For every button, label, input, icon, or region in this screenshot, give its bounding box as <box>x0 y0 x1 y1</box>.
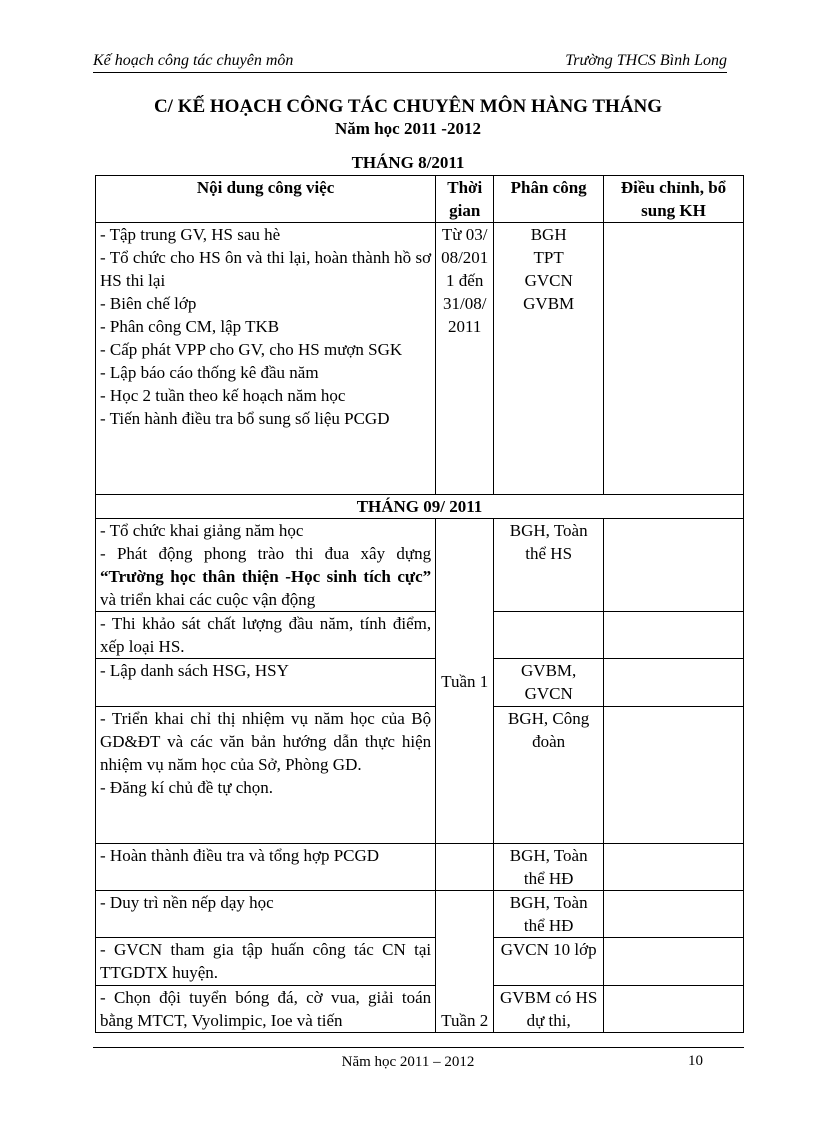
month-8-label: THÁNG 8/2011 <box>351 153 465 172</box>
list-item: - Tập trung GV, HS sau hè <box>100 225 281 244</box>
plan-table <box>95 175 744 1033</box>
task-cell: - Lập danh sách HSG, HSY <box>96 659 436 707</box>
list-item: - Học 2 tuần theo kế hoạch năm học <box>100 386 346 405</box>
week-2-cell <box>436 891 494 1033</box>
assigned-cell: GVCN 10 lớp <box>494 938 604 986</box>
assigned-cell: GVBM, GVCN <box>494 659 604 707</box>
document-title: C/ KẾ HOẠCH CÔNG TÁC CHUYÊN MÔN HÀNG THÁNG <box>153 96 663 117</box>
assigned-cell <box>494 612 604 659</box>
month8-assigned <box>494 223 604 495</box>
month8-tasks <box>96 223 436 495</box>
task-bold-text: “Trường học thân thiện -Học sinh tích cực” <box>100 567 432 586</box>
month8-time: Từ 03/08/2011 đến 31/08/2011 <box>436 223 494 495</box>
header-left: Kế hoạch công tác chuyên môn <box>93 52 294 69</box>
task-text: và triển khai các cuộc vận động <box>100 590 316 609</box>
task-cell: - Hoàn thành điều tra và tổng hợp PCGD <box>96 844 436 891</box>
task-cell: - Duy trì nền nếp dạy học <box>96 891 436 938</box>
table-row <box>96 986 744 1033</box>
list-item <box>100 542 431 611</box>
col-header-assigned: Phân công <box>494 176 604 223</box>
col-header-time: Thời gian <box>436 176 494 223</box>
school-year: Năm học 2011 -2012 <box>335 119 481 138</box>
page-number: 10 <box>688 1053 703 1069</box>
task-cell <box>96 707 436 844</box>
list-item: - Biên chế lớp <box>100 294 197 313</box>
list-item: - Cấp phát VPP cho GV, cho HS mượn SGK <box>100 340 403 359</box>
col-header-adjust: Điều chỉnh, bổ sung KH <box>604 176 744 223</box>
assigned-cell: BGH, Toàn thể HĐ <box>494 891 604 938</box>
list-item: - Phân công CM, lập TKB <box>100 317 280 336</box>
month8-adjust <box>604 223 744 495</box>
table-header-row <box>96 176 744 223</box>
task-text: - Phát động phong trào thi đua xây dựng <box>100 544 432 563</box>
table-row <box>96 659 744 707</box>
month-9-label: THÁNG 09/ 2011 <box>96 495 744 519</box>
adjust-cell <box>604 938 744 986</box>
task-cell <box>96 519 436 612</box>
task-cell: - GVCN tham gia tập huấn công tác CN tại TTGDTX huyện. <box>96 938 436 986</box>
list-item: - Đăng kí chủ đề tự chọn. <box>100 778 274 797</box>
adjust-cell <box>604 612 744 659</box>
footer-divider <box>93 1047 744 1048</box>
assigned-cell: BGH, Toàn thể HS <box>494 519 604 612</box>
footer-school-year: Năm học 2011 – 2012 <box>341 1054 475 1070</box>
adjust-cell <box>604 707 744 844</box>
list-item: - Tiến hành điều tra bổ sung số liệu PCGD <box>100 409 390 428</box>
table-row <box>96 612 744 659</box>
adjust-cell <box>604 891 744 938</box>
list-item: - Triển khai chỉ thị nhiệm vụ năm học của Bộ GD&ĐT và các văn bản hướng dẫn thực hiện nhiệm vụ năm học của Sở, Phòng GD. <box>100 709 432 774</box>
adjust-cell <box>604 659 744 707</box>
month9-label-row <box>96 495 744 519</box>
table-row <box>96 938 744 986</box>
week-label: Tuần 2 <box>441 1011 489 1030</box>
week-label: Tuần 1 <box>441 671 489 691</box>
adjust-cell <box>604 986 744 1033</box>
table-row-month8 <box>96 223 744 495</box>
assigned-cell: BGH, Toàn thể HĐ <box>494 844 604 891</box>
task-cell: - Chọn đội tuyển bóng đá, cờ vua, giải toán bằng MTCT, Vyolimpic, Ioe và tiến <box>96 986 436 1033</box>
adjust-cell <box>604 519 744 612</box>
page-header <box>93 52 727 73</box>
assignee: GVCN <box>524 271 573 290</box>
adjust-cell <box>604 844 744 891</box>
list-item: - Tổ chức khai giảng năm học <box>100 521 304 540</box>
task-cell: - Thi khảo sát chất lượng đầu năm, tính điểm, xếp loại HS. <box>96 612 436 659</box>
col-header-content: Nội dung công việc <box>96 176 436 223</box>
time-cell <box>436 844 494 891</box>
assignee: TPT <box>533 248 564 267</box>
table-row <box>96 891 744 938</box>
assignee: BGH <box>530 225 567 244</box>
list-item: - Lập báo cáo thống kê đầu năm <box>100 363 319 382</box>
table-row <box>96 844 744 891</box>
table-row <box>96 519 744 612</box>
week-1-cell <box>436 519 494 844</box>
assigned-cell: GVBM có HS dự thi, <box>494 986 604 1033</box>
table-row <box>96 707 744 844</box>
list-item: - Tổ chức cho HS ôn và thi lại, hoàn thành hồ sơ HS thi lại <box>100 248 432 290</box>
assigned-cell: BGH, Công đoàn <box>494 707 604 844</box>
header-right: Trường THCS Bình Long <box>565 52 727 69</box>
assignee: GVBM <box>523 294 575 313</box>
